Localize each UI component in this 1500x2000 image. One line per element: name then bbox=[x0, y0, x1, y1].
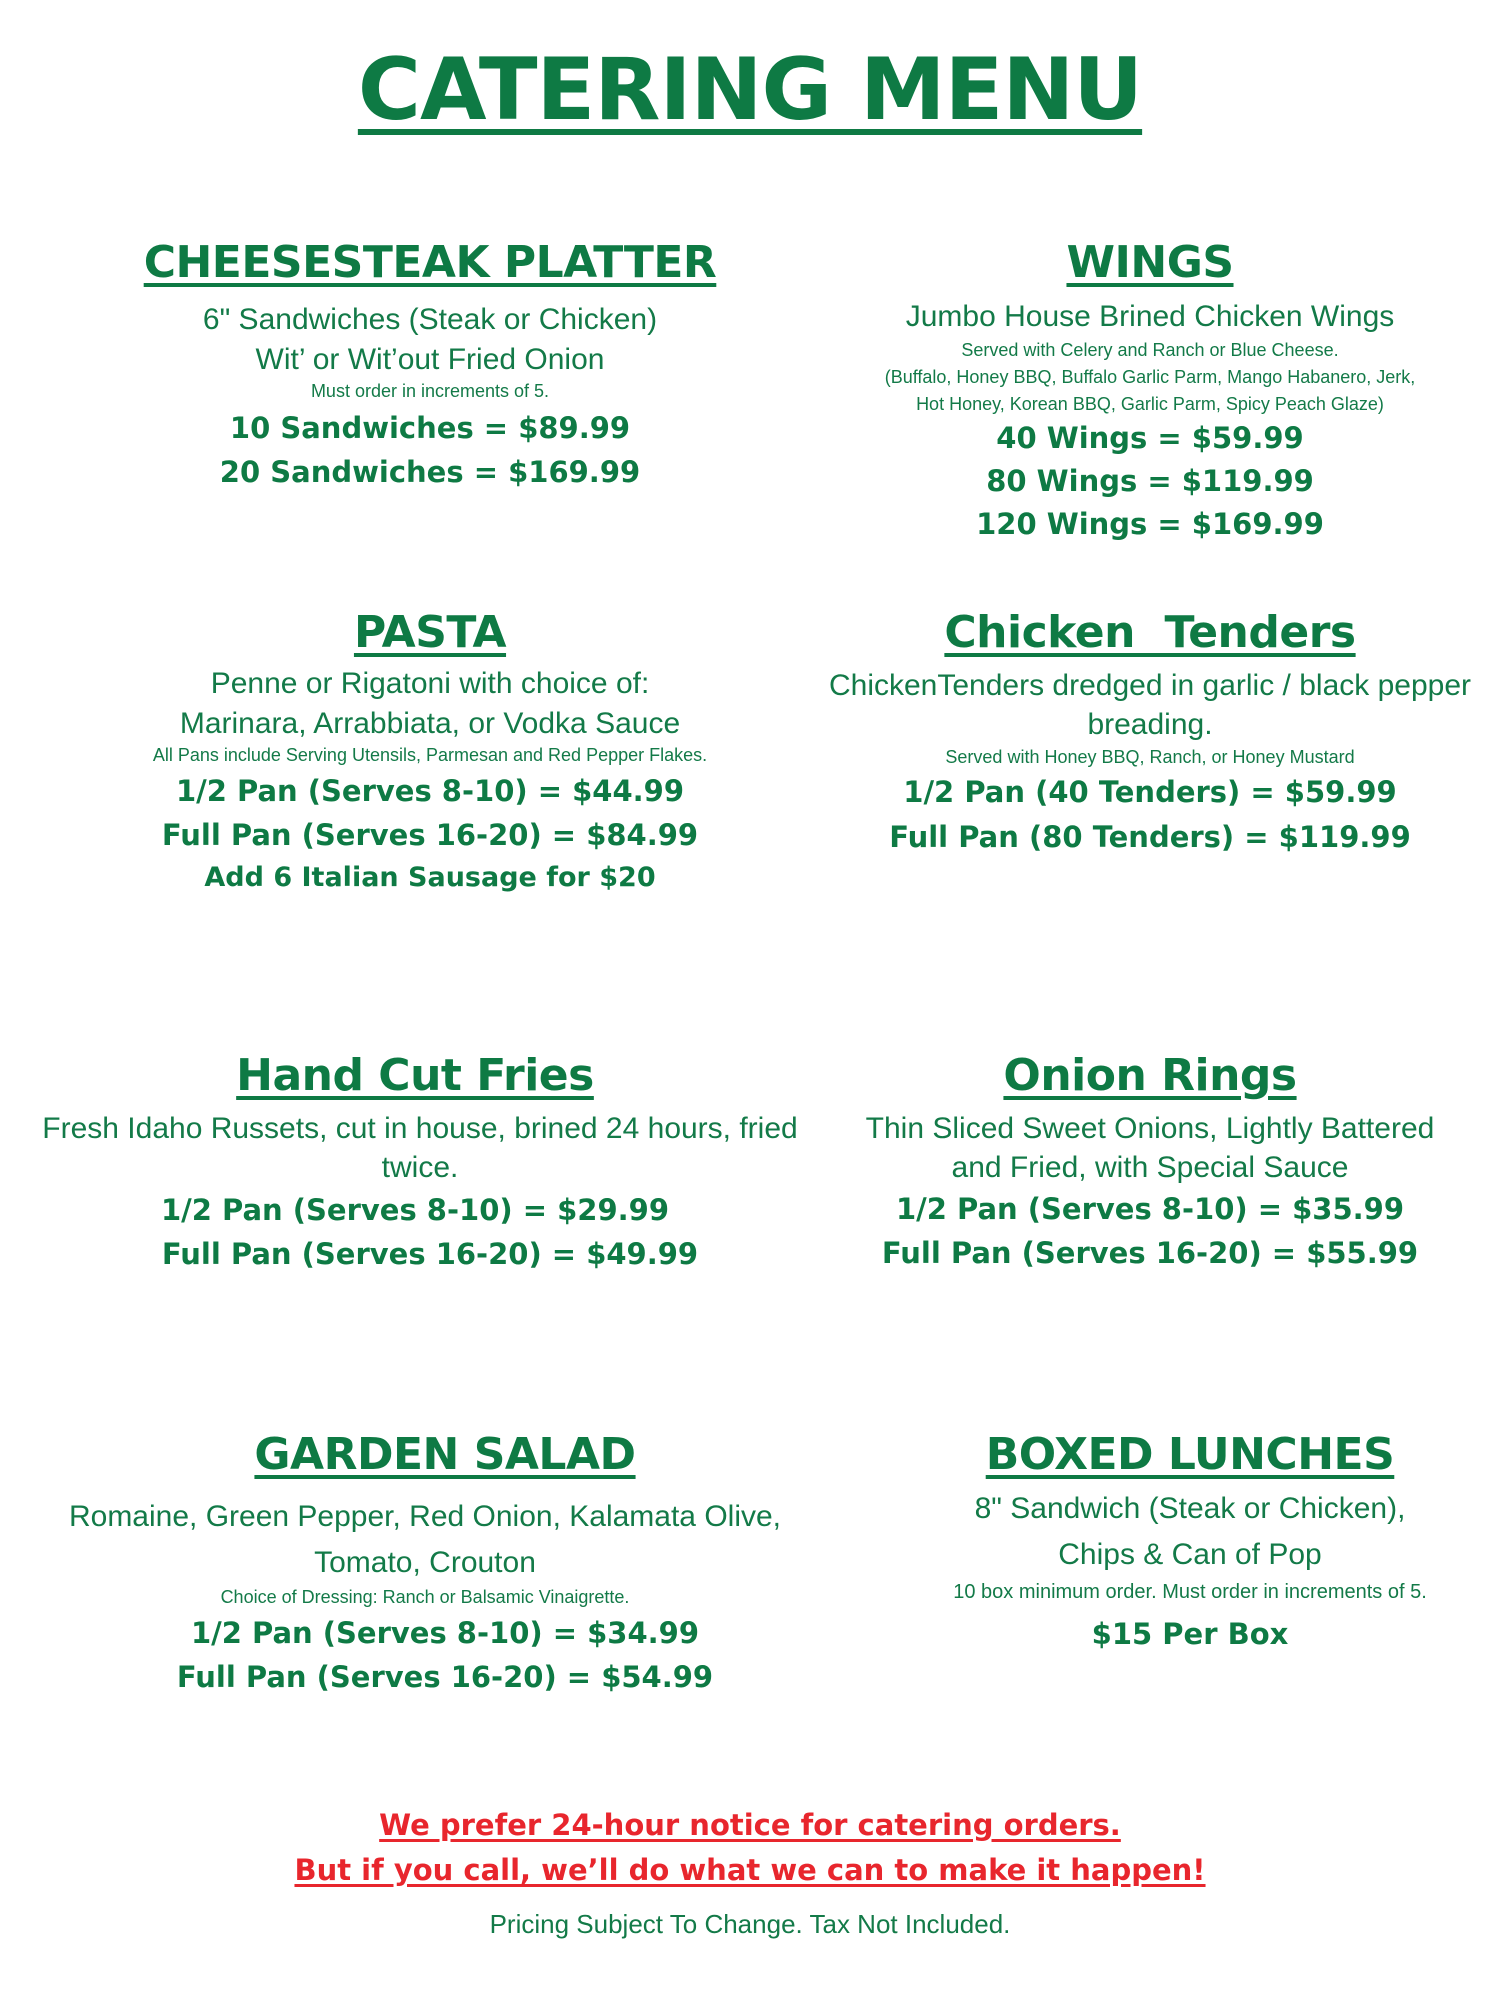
tenders-desc-2: breading. bbox=[1087, 708, 1213, 741]
wings-desc: Jumbo House Brined Chicken Wings bbox=[905, 300, 1395, 333]
wings-note-3: Hot Honey, Korean BBQ, Garlic Parm, Spicy Peach Glaze) bbox=[916, 394, 1384, 414]
tenders-price-1: 1/2 Pan (40 Tenders) = $59.99 bbox=[903, 775, 1397, 809]
section-title-cheesesteak: CHEESESTEAK PLATTER bbox=[143, 237, 717, 288]
boxed-desc-2: Chips & Can of Pop bbox=[1058, 1538, 1322, 1571]
wings-price-3: 120 Wings = $169.99 bbox=[976, 507, 1324, 541]
notice-line-2: But if you call, we’ll do what we can to make it happen! bbox=[294, 1853, 1206, 1887]
onion-price-1: 1/2 Pan (Serves 8-10) = $35.99 bbox=[895, 1192, 1405, 1226]
tenders-note: Served with Honey BBQ, Ranch, or Honey Mustard bbox=[945, 747, 1355, 767]
wings-note-1: Served with Celery and Ranch or Blue Cheese. bbox=[961, 340, 1339, 360]
section-title-garden-salad: GARDEN SALAD bbox=[254, 1429, 636, 1480]
fries-desc-2: twice. bbox=[381, 1151, 459, 1184]
salad-desc-2: Tomato, Crouton bbox=[314, 1546, 536, 1579]
pasta-desc-1: Penne or Rigatoni with choice of: bbox=[210, 667, 650, 700]
fries-price-2: Full Pan (Serves 16-20) = $49.99 bbox=[161, 1237, 699, 1271]
cheesesteak-desc-1: 6" Sandwiches (Steak or Chicken) bbox=[202, 303, 658, 336]
footer-disclaimer: Pricing Subject To Change. Tax Not Included. bbox=[489, 1909, 1011, 1939]
boxed-desc-1: 8" Sandwich (Steak or Chicken), bbox=[974, 1492, 1406, 1525]
pasta-note: All Pans include Serving Utensils, Parmesan and Red Pepper Flakes. bbox=[152, 745, 708, 765]
notice-line-1: We prefer 24-hour notice for catering orders. bbox=[379, 1808, 1121, 1842]
section-title-boxed-lunches: BOXED LUNCHES bbox=[985, 1429, 1395, 1480]
tenders-price-2: Full Pan (80 Tenders) = $119.99 bbox=[889, 820, 1411, 854]
wings-note-2: (Buffalo, Honey BBQ, Buffalo Garlic Parm, Mango Habanero, Jerk, bbox=[884, 367, 1416, 387]
onion-price-2: Full Pan (Serves 16-20) = $55.99 bbox=[881, 1236, 1419, 1270]
cheesesteak-price-1: 10 Sandwiches = $89.99 bbox=[229, 411, 631, 445]
page-title: CATERING MENU bbox=[357, 40, 1143, 140]
salad-desc-1: Romaine, Green Pepper, Red Onion, Kalamata Olive, bbox=[68, 1500, 782, 1533]
pasta-desc-2: Marinara, Arrabbiata, or Vodka Sauce bbox=[179, 707, 681, 740]
cheesesteak-note: Must order in increments of 5. bbox=[310, 381, 550, 401]
onion-desc-2: and Fried, with Special Sauce bbox=[951, 1151, 1349, 1184]
section-title-pasta: PASTA bbox=[353, 607, 507, 658]
fries-desc-1: Fresh Idaho Russets, cut in house, brined 24 hours, fried bbox=[42, 1112, 798, 1145]
salad-note: Choice of Dressing: Ranch or Balsamic Vinaigrette. bbox=[220, 1587, 630, 1607]
section-title-onion-rings: Onion Rings bbox=[1003, 1050, 1297, 1101]
boxed-note: 10 box minimum order. Must order in increments of 5. bbox=[953, 1581, 1427, 1603]
section-title-wings: WINGS bbox=[1066, 237, 1234, 288]
salad-price-1: 1/2 Pan (Serves 8-10) = $34.99 bbox=[190, 1616, 700, 1650]
boxed-price: $15 Per Box bbox=[1091, 1617, 1289, 1651]
wings-price-1: 40 Wings = $59.99 bbox=[996, 421, 1304, 455]
onion-desc-1: Thin Sliced Sweet Onions, Lightly Battered bbox=[865, 1112, 1435, 1145]
fries-price-1: 1/2 Pan (Serves 8-10) = $29.99 bbox=[160, 1193, 670, 1227]
wings-price-2: 80 Wings = $119.99 bbox=[986, 464, 1314, 498]
section-title-fries: Hand Cut Fries bbox=[236, 1050, 594, 1101]
pasta-price-1: 1/2 Pan (Serves 8-10) = $44.99 bbox=[175, 774, 685, 808]
tenders-desc-1: ChickenTenders dredged in garlic / black pepper bbox=[828, 669, 1472, 702]
salad-price-2: Full Pan (Serves 16-20) = $54.99 bbox=[176, 1660, 714, 1694]
cheesesteak-price-2: 20 Sandwiches = $169.99 bbox=[219, 455, 641, 489]
section-title-chicken-tenders: Chicken Tenders bbox=[944, 607, 1356, 658]
cheesesteak-desc-2: Wit’ or Wit’out Fried Onion bbox=[255, 343, 605, 376]
pasta-price-3: Add 6 Italian Sausage for $20 bbox=[204, 862, 656, 893]
pasta-price-2: Full Pan (Serves 16-20) = $84.99 bbox=[161, 818, 699, 852]
